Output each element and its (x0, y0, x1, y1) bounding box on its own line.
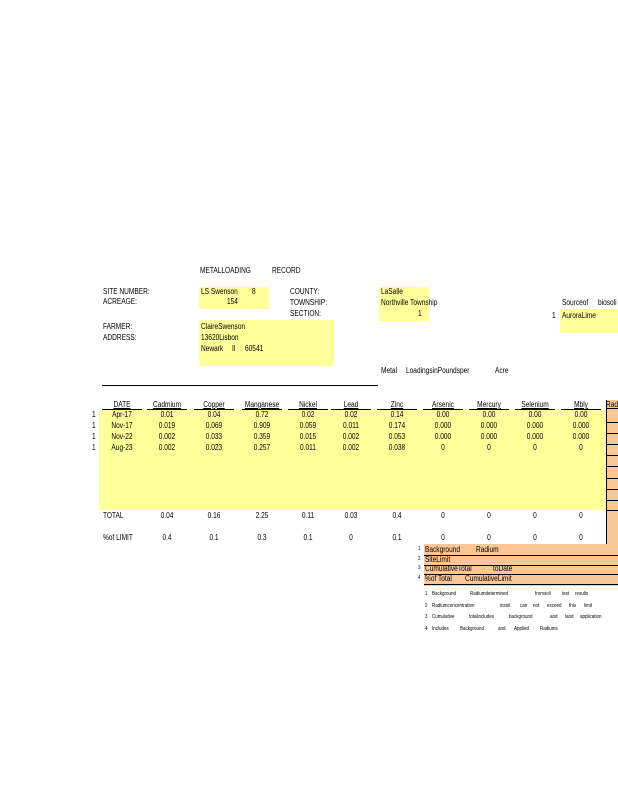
note-word: Cumulative (432, 614, 455, 620)
table-cell: 0.000 (480, 432, 498, 441)
row-date: Nov-17 (111, 421, 133, 430)
table-cell: 0.002 (158, 443, 176, 452)
note-word: Background (460, 625, 485, 632)
radium-row-label: CumulativeTotal (425, 564, 472, 573)
source-value: AuroraLime (562, 311, 596, 320)
radium-row-index: 3 (418, 565, 421, 571)
limit-cell: 0.1 (303, 533, 313, 542)
table-cell: 0.909 (253, 421, 271, 430)
table-cell: 0 (533, 443, 537, 452)
table-cell: 0.019 (158, 421, 176, 430)
note-word: and (550, 614, 558, 620)
note-word: can (520, 602, 528, 609)
table-cell: 0.000 (572, 421, 590, 430)
table-cell: 0.011 (300, 443, 316, 452)
note-word: Radiumdetermined (470, 591, 509, 597)
total-cell: 0.4 (392, 511, 402, 520)
table-cell: 0.000 (572, 432, 590, 441)
radium-column-rule (607, 478, 618, 479)
caption-loadings: LoadingsinPoundsper (406, 366, 470, 375)
column-header-cadmium: Cadmium (152, 400, 182, 409)
acreage-value: 154 (227, 297, 238, 306)
table-cell: 0.02 (301, 410, 315, 419)
table-cell: 0.000 (526, 421, 544, 430)
row-index: 1 (92, 432, 96, 441)
radium-column-rule (607, 444, 618, 445)
township-value: Northville Township (381, 298, 438, 307)
farmer-state: Il (232, 344, 236, 353)
column-header-zinc: Zinc (390, 400, 404, 409)
total-cell: 0 (487, 511, 491, 520)
radium-column-rule (607, 455, 618, 456)
radium-column-rule (607, 466, 618, 467)
radium-row-index: 4 (418, 574, 421, 581)
limit-cell: 0 (349, 533, 353, 542)
farmer-street: 13620Lisbon (201, 333, 239, 342)
table-cell: 0.02 (344, 410, 358, 419)
note-word: land (565, 614, 574, 620)
table-cell: 0.04 (207, 410, 221, 419)
limit-cell: 0 (441, 533, 445, 542)
table-cell: 0.257 (253, 443, 271, 452)
radium-row-rule (424, 584, 618, 585)
table-cell: 0.00 (482, 410, 496, 419)
column-header-rad: Rad (605, 400, 618, 409)
source-label-cont: biosoli (598, 298, 617, 307)
limit-label: %of LIMIT (103, 533, 133, 542)
table-cell: 0.033 (205, 432, 223, 441)
radium-row-label-b: CumulativeLimit (465, 573, 512, 583)
note-word: and (498, 625, 506, 632)
table-cell: 0.00 (436, 410, 450, 419)
table-cell: 0.000 (480, 421, 498, 430)
row-date: Aug-23 (111, 443, 133, 452)
table-cell: 0.002 (342, 432, 360, 441)
radium-column-rule (607, 422, 618, 423)
total-cell: 0.16 (207, 511, 221, 520)
note-index: 1 (425, 591, 428, 597)
title-metal-loading: METALLOADING (200, 266, 251, 275)
total-cell: 0 (579, 511, 583, 520)
table-cell: 0 (579, 443, 583, 452)
title-record: RECORD (272, 266, 301, 275)
note-word: Radiums (540, 625, 558, 632)
source-number: 1 (552, 311, 556, 320)
table-cell: 0.01 (160, 410, 174, 419)
note-word: insoil (500, 602, 511, 609)
address-label: ADDRESS: (103, 333, 137, 342)
table-cell: 0.069 (205, 421, 223, 430)
total-cell: 0 (441, 511, 445, 520)
note-word: limit (584, 602, 593, 609)
total-cell: 2.25 (255, 511, 269, 520)
column-header-mercury: Mercury (477, 400, 501, 409)
column-header-lead: Lead (343, 400, 359, 409)
row-index: 1 (92, 421, 96, 430)
source-label: Sourceof (562, 298, 589, 307)
acreage-label: ACREAGE: (103, 297, 137, 306)
radium-row-label: Background (425, 545, 461, 554)
note-index: 3 (425, 614, 428, 620)
radium-row-label: SiteLimit (425, 554, 451, 564)
limit-cell: 0.1 (209, 533, 219, 542)
row-date: Apr-17 (112, 410, 132, 419)
table-cell: 0.174 (388, 421, 406, 430)
column-header-arsenic: Arsenic (432, 400, 454, 409)
note-word: fromsoil (535, 591, 551, 597)
table-cell: 0.002 (342, 443, 360, 452)
note-index: 2 (425, 602, 428, 609)
total-cell: 0.04 (160, 511, 174, 520)
table-cell: 0.038 (388, 443, 406, 452)
table-cell: 0.359 (253, 432, 271, 441)
radium-row-label-b: toDate (493, 564, 513, 573)
note-word: results (575, 591, 589, 597)
limit-cell: 0 (533, 533, 537, 542)
radium-column-rule (607, 510, 618, 511)
total-cell: 0.03 (344, 511, 358, 520)
column-header-copper: Copper (203, 400, 225, 409)
note-word: Applied (514, 625, 530, 632)
site-number: 8 (252, 287, 256, 296)
radium-row-index: 1 (418, 546, 421, 552)
note-word: Includes (432, 625, 449, 632)
total-label: TOTAL (103, 511, 124, 520)
limit-cell: 0.4 (162, 533, 172, 542)
note-word: Background (432, 591, 457, 597)
column-header-date: DATE (113, 400, 131, 409)
note-word: not (533, 602, 540, 609)
table-cell: 0.14 (390, 410, 404, 419)
table-cell: 0.72 (255, 410, 269, 419)
limit-cell: 0.3 (257, 533, 267, 542)
radium-column-rule (607, 433, 618, 434)
radium-row-label: %of Total (425, 573, 452, 583)
caption-metal: Metal (381, 366, 398, 375)
row-date: Nov-22 (111, 432, 133, 441)
note-word: test (562, 591, 570, 597)
county-value: LaSalle (381, 287, 403, 296)
table-cell: 0.00 (528, 410, 542, 419)
table-cell: 0.011 (343, 421, 359, 430)
radium-row-index: 2 (418, 555, 421, 562)
limit-cell: 0 (487, 533, 491, 542)
note-word: Radiumconcentration (432, 602, 475, 609)
radium-row-label-b: Radium (476, 545, 499, 554)
section-value: 1 (418, 309, 422, 318)
note-word: this (569, 602, 577, 609)
column-header-selenium: Selenium (521, 400, 549, 409)
table-cell: 0.000 (434, 421, 452, 430)
table-cell: 0.002 (158, 432, 176, 441)
county-label: COUNTY: (290, 287, 320, 296)
note-index: 4 (425, 625, 428, 632)
site-number-label: SITE NUMBER: (103, 287, 150, 296)
radium-row-rule (424, 574, 618, 575)
row-index: 1 (92, 443, 96, 452)
farmer-label: FARMER: (103, 322, 133, 331)
note-word: application (580, 614, 602, 620)
total-cell: 0 (533, 511, 537, 520)
section-label: SECTION: (290, 309, 321, 318)
total-cell: 0.11 (301, 511, 315, 520)
radium-column-rule (607, 500, 618, 501)
table-cell: 0.000 (526, 432, 544, 441)
farmer-name: ClaireSwenson (201, 322, 246, 331)
table-cell: 0.015 (299, 432, 317, 441)
radium-row-rule (424, 555, 618, 556)
caption-acre: Acre (495, 366, 509, 375)
note-word: background (509, 614, 533, 620)
farmer-zip: 60541 (245, 344, 264, 353)
farmer-city: Newark (201, 344, 224, 353)
township-label: TOWNSHIP: (290, 298, 328, 307)
row-index: 1 (92, 410, 96, 419)
table-cell: 0 (487, 443, 491, 452)
table-cell: 0.023 (205, 443, 223, 452)
note-word: exceed (547, 602, 562, 609)
radium-column-rule (607, 489, 618, 490)
table-cell: 0.059 (299, 421, 317, 430)
table-cell: 0.053 (388, 432, 406, 441)
table-cell: 0.000 (434, 432, 452, 441)
column-header-nickel: Nickel (299, 400, 317, 409)
table-cell: 0.00 (574, 410, 588, 419)
limit-cell: 0 (579, 533, 583, 542)
column-header-mbly: Mbly (574, 400, 588, 409)
caption-rule (102, 385, 378, 386)
column-header-manganese: Manganese (244, 400, 280, 409)
limit-cell: 0.1 (392, 533, 402, 542)
site-name: LS Swenson (201, 287, 238, 296)
table-cell: 0 (441, 443, 445, 452)
note-word: totalincludes (469, 614, 495, 620)
